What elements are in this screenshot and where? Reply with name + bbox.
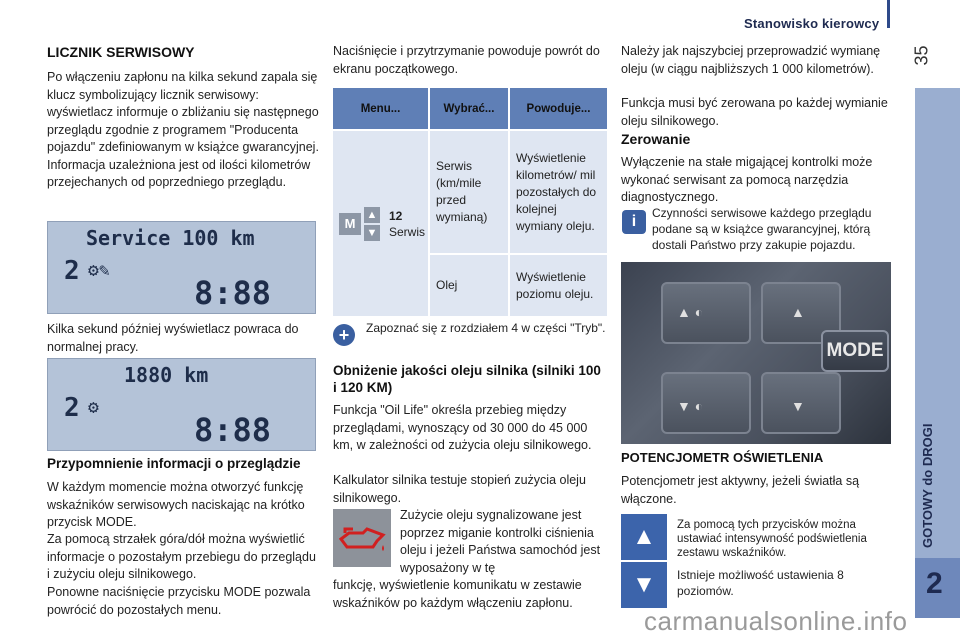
potentiometer-note-2: Istnieje możliwość ustawienia 8 poziomów. bbox=[677, 568, 844, 598]
potentiometer-note-1: Za pomocą tych przycisków można ustawiać intensywność podświetlenia zestawu wskaźników. bbox=[677, 519, 867, 559]
arrow-up-icon: ▲ bbox=[364, 207, 380, 223]
table-header-menu: Menu... bbox=[333, 88, 429, 130]
reset-paragraph: Wyłączenie na stałe migającej kontrolki może wykonać serwisant za pomocą narzędzia diagnostycznego. bbox=[621, 155, 873, 204]
oil-pressure-warning-icon bbox=[333, 509, 391, 567]
section-title: Stanowisko kierowcy bbox=[744, 16, 880, 31]
oil-warning-paragraph-cont: funkcję, wyświetlenie komunikatu w zestawie wskaźników po każdym włączeniu zapłonu. bbox=[333, 578, 582, 610]
after-display-text: Kilka sekund później wyświetlacz powraca do normalnej pracy. bbox=[47, 322, 299, 354]
oil-warning-paragraph: Zużycie oleju sygnalizowane jest poprzez miganie kontrolki ciśnienia oleju i jeżeli Państwa samochód jest wyposażony w tę bbox=[400, 508, 601, 575]
table-header-select: Wybrać... bbox=[429, 88, 509, 130]
see-also-note: Zapoznać się z rozdziałem 4 w części "Tryb". bbox=[366, 321, 606, 335]
arrow-down-icon: ▼ bbox=[364, 225, 380, 241]
lcd-odometer-line: 1880 km bbox=[124, 363, 209, 387]
dashboard-controls-photo bbox=[621, 262, 891, 444]
table-cell-result: Wyświetlenie kilometrów/ mil pozostałych do kolejnej wymiany oleju. bbox=[509, 130, 607, 254]
table-header-result: Powoduje... bbox=[509, 88, 607, 130]
table-cell-select: Olej bbox=[429, 254, 509, 316]
lcd-display-odometer bbox=[47, 358, 316, 451]
photo-down-arrow-key bbox=[761, 372, 841, 434]
wrench-icon: ⚙✎ bbox=[88, 260, 110, 281]
chapter-label: GOTOWY do DROGI bbox=[920, 423, 935, 548]
service-indicator-intro: Po włączeniu zapłonu na kilka sekund zapala się klucz symbolizujący licznik serwisowy: wyświetlacz informuje o zbliżaniu się następnego przeglądu zgodnie z programem "Producenta pojazdu" zdefiniowanym w książce gwarancyjnej. Informacja uzależniona jest od ilości kilometrów przejechanych od poprzedniego przeglądu. bbox=[47, 70, 319, 189]
oil-reset-intro: Funkcja musi być zerowana po każdej wymianie oleju silnikowego. bbox=[621, 96, 888, 128]
lcd-service-line: Service 100 km bbox=[86, 226, 255, 250]
photo-up-key bbox=[661, 282, 751, 344]
page-number: 35 bbox=[911, 44, 932, 66]
chapter-number: 2 bbox=[926, 567, 943, 600]
table-cell-result: Wyświetlenie poziomu oleju. bbox=[509, 254, 607, 316]
headlamp-icon: ▲ ◐ bbox=[677, 304, 704, 320]
oil-life-paragraph: Funkcja "Oil Life" określa przebieg między przeglądami, wynoszący od 30 000 do 45 000 km, w zależności od zużycia oleju silnikowego. bbox=[333, 403, 592, 452]
brightness-down-icon: ▼ bbox=[621, 562, 667, 608]
menu-number: 12 bbox=[389, 208, 403, 223]
reminder-heading: Przypomnienie informacji o przeglądzie bbox=[47, 456, 301, 471]
lcd-gear-number: 2 bbox=[64, 256, 80, 286]
arrow-down-icon: ▼ bbox=[791, 398, 805, 414]
menu-label: Serwis bbox=[389, 224, 426, 239]
potentiometer-heading: POTENCJOMETR OŚWIETLENIA bbox=[621, 450, 824, 465]
oil-degradation-heading: Obniżenie jakości oleju silnika (silniki 100 i 120 KM) bbox=[333, 363, 601, 395]
table-cell-select: Serwis (km/mile przed wymianą) bbox=[429, 130, 509, 254]
oil-change-intro: Należy jak najszybciej przeprowadzić wymianę oleju (w ciągu najbliższych 1 000 kilometrów). bbox=[621, 44, 881, 76]
service-menu-table bbox=[333, 88, 607, 316]
service-indicator-heading: LICZNIK SERWISOWY bbox=[47, 44, 195, 60]
reset-heading: Zerowanie bbox=[621, 131, 691, 147]
oil-test-paragraph: Kalkulator silnika testuje stopień zużycia oleju silnikowego. bbox=[333, 473, 586, 505]
mode-button-icon: M bbox=[339, 213, 361, 235]
brightness-up-icon: ▲ bbox=[621, 514, 667, 560]
see-also-icon: + bbox=[333, 324, 355, 346]
table-cell-menu bbox=[333, 130, 429, 316]
headlamp-icon: ▼ ◐ bbox=[677, 398, 704, 414]
hold-intro: Naciśnięcie i przytrzymanie powoduje powrót do ekranu początkowego. bbox=[333, 44, 600, 76]
reminder-paragraph-2: Za pomocą strzałek góra/dół można wyświetlić informacje o pozostałym przebiegu do przeglądu i zużyciu oleju silnikowego. bbox=[47, 532, 316, 581]
reminder-paragraph-3: Ponowne naciśnięcie przycisku MODE pozwala powrócić do pozostałych menu. bbox=[47, 585, 311, 617]
page-number-wrap bbox=[902, 40, 942, 70]
arrow-up-icon: ▲ bbox=[791, 304, 805, 320]
header-rule bbox=[887, 0, 890, 28]
lcd-gear-number: 2 bbox=[64, 393, 80, 423]
photo-mode-key: MODE bbox=[821, 330, 889, 372]
reminder-paragraph-1: W każdym momencie można otworzyć funkcję wskaźników serwisowych naciskając na krótko przycisk MODE. bbox=[47, 480, 305, 529]
photo-down-key bbox=[661, 372, 751, 434]
lcd-clock-digits: 8:88 bbox=[194, 411, 272, 449]
potentiometer-paragraph: Potencjometr jest aktywny, jeżeli światła są włączone. bbox=[621, 474, 860, 506]
lcd-display-service bbox=[47, 221, 316, 314]
info-icon: i bbox=[622, 210, 646, 234]
footer-watermark: carmanualsonline.info bbox=[644, 606, 908, 636]
info-note: Czynności serwisowe każdego przeglądu podane są w książce gwarancyjnej, którą dostali Państwo przy zakupie pojazdu. bbox=[652, 206, 872, 252]
lcd-clock-digits: 8:88 bbox=[194, 274, 272, 312]
gear-indicator-icon: ⚙ bbox=[88, 397, 99, 418]
